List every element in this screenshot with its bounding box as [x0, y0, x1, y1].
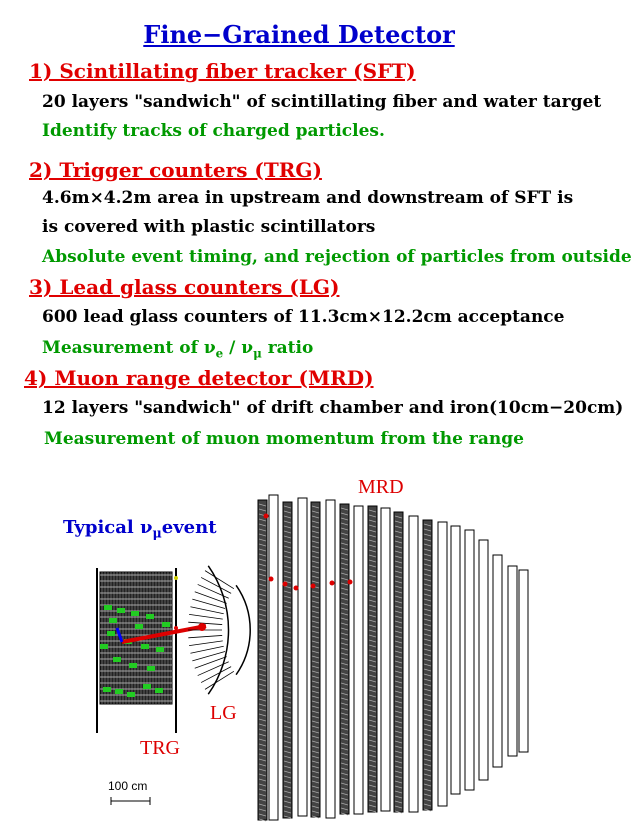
sft-hit: [155, 688, 163, 693]
lg-counter: [190, 646, 223, 653]
sft-hit: [107, 631, 115, 636]
section-lg-purpose: Measurement of $\nu_e / \nu_\mu$ ratio: [42, 338, 314, 361]
mrd-hit: [269, 577, 274, 582]
mrd-iron-slab: [508, 566, 517, 756]
lg-counter: [189, 614, 223, 619]
sft-hit: [135, 624, 143, 629]
lg-counter: [189, 641, 223, 646]
section-heading-mrd: 4) Muon range detector (MRD): [24, 366, 374, 390]
section-lg-desc: 600 lead glass counters of 11.3cm×12.2cm acceptance: [42, 307, 565, 327]
section-sft-desc: 20 layers "sandwich" of scintillating fiber and water target: [42, 92, 602, 112]
sft-hit: [104, 605, 112, 610]
sft-hit: [143, 684, 151, 689]
mrd-hit: [311, 584, 316, 589]
mrd-hit: [348, 580, 353, 585]
sft-hit: [103, 687, 111, 692]
mrd-iron-slab: [326, 500, 335, 818]
mrd-hit: [283, 582, 288, 587]
section-trg-purpose: Absolute event timing, and rejection of particles from outside: [42, 247, 632, 267]
sft-hit: [115, 689, 123, 694]
mrd-hit: [330, 581, 335, 586]
sft-hit: [146, 614, 154, 619]
lg-label: LG: [210, 702, 237, 724]
mrd-iron-slab: [354, 506, 363, 814]
mrd-iron-slab: [283, 502, 292, 818]
mrd-iron-slab: [438, 522, 447, 806]
lg-counter: [188, 635, 222, 637]
page-title: Fine−Grained Detector: [143, 20, 455, 49]
mrd-iron-slab: [381, 508, 390, 811]
mrd-iron-slab: [479, 540, 488, 780]
sft-hit: [127, 692, 135, 697]
lg-counter: [190, 607, 223, 614]
section-mrd-purpose: Measurement of muon momentum from the range: [44, 429, 524, 449]
section-trg-desc-1: 4.6m×4.2m area in upstream and downstream of SFT is: [42, 188, 574, 208]
mrd-hit: [294, 586, 299, 591]
mrd-iron-slab: [465, 530, 474, 790]
sft-hit: [109, 618, 117, 623]
lg-hit: [198, 623, 206, 631]
lg-outer-arc: [236, 585, 250, 674]
sft-hit: [162, 622, 170, 627]
section-heading-lg: 3) Lead glass counters (LG): [29, 275, 340, 299]
mrd-iron-slab: [311, 502, 320, 817]
sft-hit: [117, 608, 125, 613]
sft-hit: [156, 647, 164, 652]
sft-hit: [100, 644, 108, 649]
trg-label: TRG: [140, 737, 180, 759]
mrd-label: MRD: [358, 476, 404, 498]
trg-hit: [174, 576, 178, 580]
sft-hit: [147, 666, 155, 671]
section-heading-trg: 2) Trigger counters (TRG): [29, 158, 322, 182]
mrd-iron-slab: [451, 526, 460, 794]
mrd-iron-slab: [493, 555, 502, 767]
mrd-iron-slab: [519, 570, 528, 752]
sft-hit: [141, 644, 149, 649]
sft-hit: [113, 657, 121, 662]
sft-hit: [131, 611, 139, 616]
mrd-iron-slab: [298, 498, 307, 816]
trg-hit: [174, 626, 178, 630]
lg-counter: [198, 662, 229, 676]
mrd-iron-slab: [269, 495, 278, 820]
mrd-hit: [264, 514, 269, 519]
section-mrd-desc: 12 layers "sandwich" of drift chamber and iron(10cm−20cm): [42, 398, 624, 418]
sft-hit: [129, 663, 137, 668]
section-sft-purpose: Identify tracks of charged particles.: [42, 121, 385, 141]
scale-label: 100 cm: [108, 779, 148, 793]
typical-event-label: Typical $\nu_\mu event$: [63, 517, 217, 541]
lg-counter: [198, 584, 229, 598]
section-trg-desc-2: is covered with plastic scintillators: [42, 217, 376, 237]
mrd-iron-slab: [409, 516, 418, 812]
section-heading-sft: 1) Scintillating fiber tracker (SFT): [29, 59, 416, 83]
